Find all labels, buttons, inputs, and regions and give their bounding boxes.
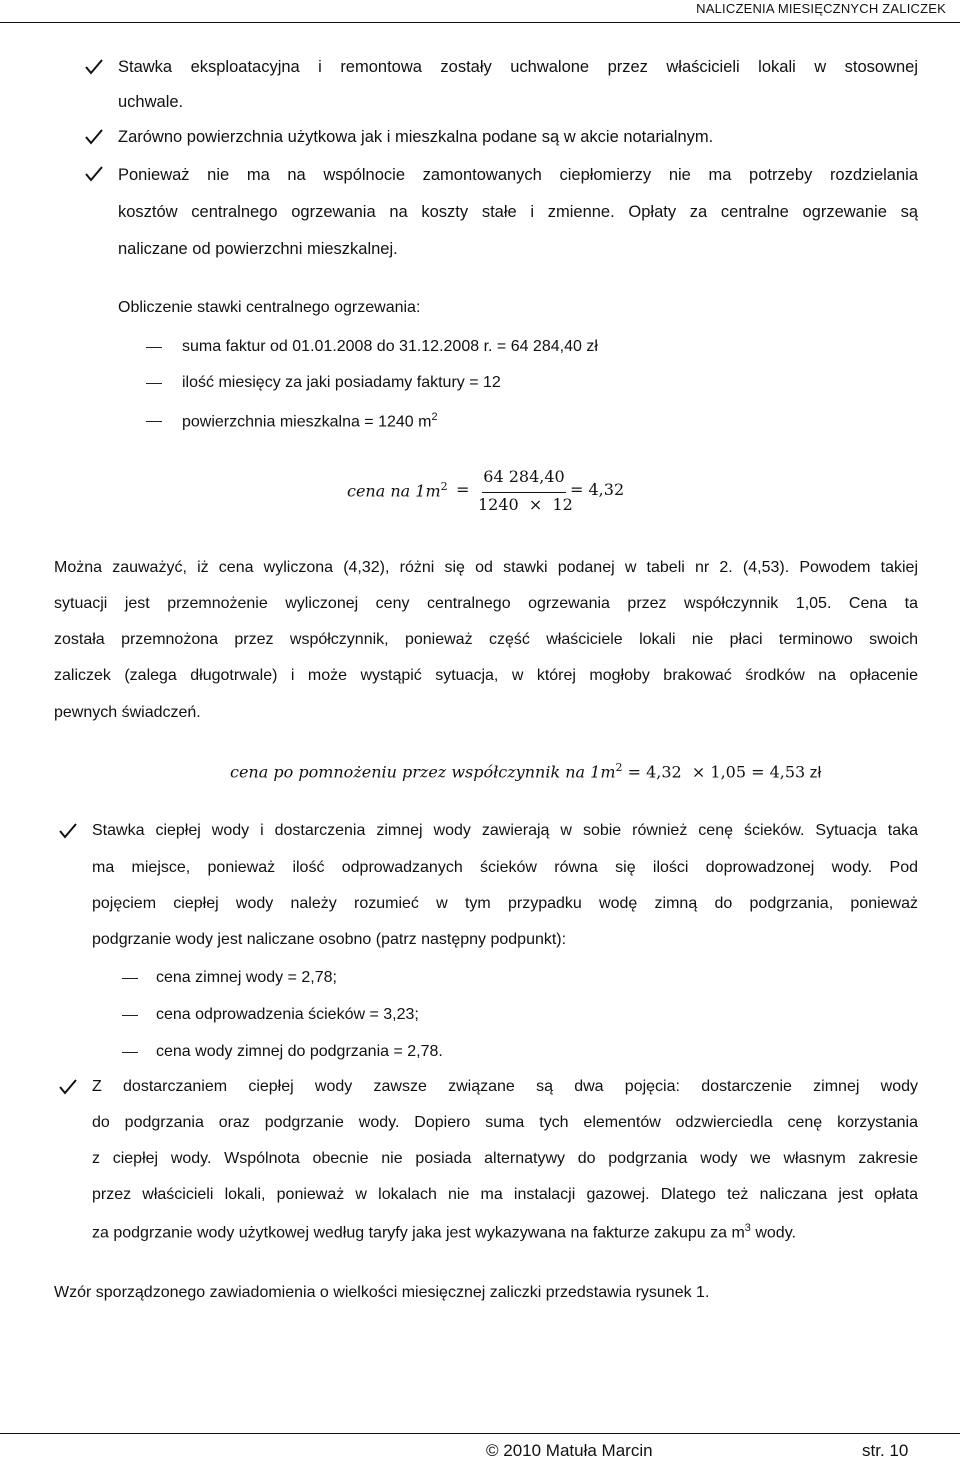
- heating-bullet-line-4: przez właścicieli lokali, ponieważ w lokalach nie ma instalacji gazowej. Dlatego też naliczana jest opłata: [92, 1186, 918, 1203]
- water-item-3: cena wody zimnej do podgrzania = 2,78.: [156, 1043, 443, 1060]
- bullet-1-line-2: uchwale.: [118, 93, 184, 111]
- bullet-2-line-1: Zarówno powierzchnia użytkowa jak i mieszkalna podane są w akcie notarialnym.: [118, 128, 714, 146]
- dash-bullet: [122, 978, 138, 979]
- checkmark-icon: [84, 58, 106, 78]
- water-bullet-line-4: podgrzanie wody jest naliczane osobno (patrz następny podpunkt):: [92, 931, 567, 948]
- calc-item-3-sup: 2: [431, 411, 438, 423]
- paragraph-1-line-5: pewnych świadczeń.: [54, 704, 201, 721]
- formula-1-denominator: 1240 × 12: [478, 495, 573, 514]
- footer-copyright: © 2010 Matuła Marcin: [486, 1441, 653, 1460]
- water-bullet-line-3: pojęciem ciepłej wody należy rozumieć w tym przypadku wodę zimną do podgrzania, ponieważ: [92, 895, 918, 912]
- dash-bullet: [146, 383, 162, 384]
- fraction-bar: [482, 492, 566, 493]
- checkmark-icon: [58, 1078, 80, 1098]
- footer-page-number: str. 10: [862, 1441, 909, 1460]
- heating-bullet-line-3: z ciepłej wody. Wspólnota obecnie nie posiada alternatywy do podgrzania wody we własnym zakresie: [92, 1150, 918, 1167]
- heating-bullet-line-1: Z dostarczaniem ciepłej wody zawsze związane są dwa pojęcia: dostarczenie zimnej wody: [92, 1078, 918, 1095]
- bullet-3-line-1: Ponieważ nie ma na wspólnocie zamontowanych ciepłomierzy nie ma potrzeby rozdzielania: [118, 166, 918, 184]
- paragraph-1-line-3: została przemnożona przez współczynnik, ponieważ część właściciele lokali nie płaci terminowo swoich: [54, 631, 918, 648]
- checkmark-icon: [58, 822, 80, 842]
- calc-title: Obliczenie stawki centralnego ogrzewania:: [118, 299, 421, 316]
- calc-item-2: ilość miesięcy za jaki posiadamy faktury = 12: [182, 374, 501, 391]
- bullet-1-line-1: Stawka eksploatacyjna i remontowa zostały uchwalone przez właścicieli lokali w stosownej: [118, 58, 918, 76]
- dash-bullet: [122, 1015, 138, 1016]
- formula-2: cena po pomnożeniu przez współczynnik na $1m^2 = 4,32 \times 1,05 = 4,53$ zł: [230, 761, 822, 782]
- formula-1-eq: =: [456, 480, 470, 499]
- header-title: NALICZENIA MIESIĘCZNYCH ZALICZEK: [696, 1, 946, 16]
- paragraph-1-line-2: sytuacji jest przemnożenie wyliczonej ceny centralnego ogrzewania przez współczynnik 1,05. Cena ta: [54, 595, 918, 612]
- formula-1-numerator: 64 284,40: [483, 467, 565, 486]
- paragraph-1-line-4: zaliczek (zalega długotrwale) i może wystąpić sytuacja, w której mogłoby brakować środków na opłacenie: [54, 667, 918, 684]
- water-bullet-line-1: Stawka ciepłej wody i dostarczenia zimnej wody zawierają w sobie również cenę ścieków. Sytuacja taka: [92, 822, 918, 839]
- calc-item-3: powierzchnia mieszkalna = 1240 $m^2$: [182, 411, 438, 431]
- water-bullet-line-2: ma miejsce, ponieważ ilość odprowadzanych ścieków równa się ilości doprowadzonej wody. Pod: [92, 859, 918, 876]
- page-header: [0, 0, 960, 30]
- heating-sup: 3: [744, 1222, 751, 1234]
- closing-sentence: Wzór sporządzonego zawiadomienia o wielkości miesięcznej zaliczki przedstawia rysunek 1.: [54, 1284, 710, 1301]
- footer-rule: [0, 1433, 960, 1434]
- bullet-3-line-2: kosztów centralnego ogrzewania na koszty stałe i zmienne. Opłaty za centralne ogrzewanie są: [118, 203, 918, 221]
- formula-1-lhs: cena na $1m^2$: [347, 480, 448, 501]
- header-rule: [0, 22, 960, 23]
- heating-bullet-line-2: do podgrzania oraz podgrzanie wody. Dopiero suma tych elementów odzwierciedla cenę korzystania: [92, 1114, 918, 1131]
- dash-bullet: [146, 347, 162, 348]
- paragraph-1-line-1: Można zauważyć, iż cena wyliczona (4,32), różni się od stawki podanej w tabeli nr 2. (4,53). Powodem takiej: [54, 559, 918, 576]
- calc-item-1: suma faktur od 01.01.2008 do 31.12.2008 r. = 64 284,40 zł: [182, 338, 598, 355]
- dash-bullet: [146, 421, 162, 422]
- water-item-1: cena zimnej wody = 2,78;: [156, 969, 337, 986]
- heating-bullet-line-5: za podgrzanie wody użytkowej według taryfy jaka jest wykazywana na fakturze zakupu za $m^3$ wody.: [92, 1222, 796, 1242]
- bullet-3-line-3: naliczane od powierzchni mieszkalnej.: [118, 240, 398, 258]
- checkmark-icon: [84, 128, 106, 148]
- checkmark-icon: [84, 165, 106, 185]
- water-item-2: cena odprowadzenia ścieków = 3,23;: [156, 1006, 419, 1023]
- formula-1-result: = 4,32: [570, 480, 625, 499]
- dash-bullet: [122, 1052, 138, 1053]
